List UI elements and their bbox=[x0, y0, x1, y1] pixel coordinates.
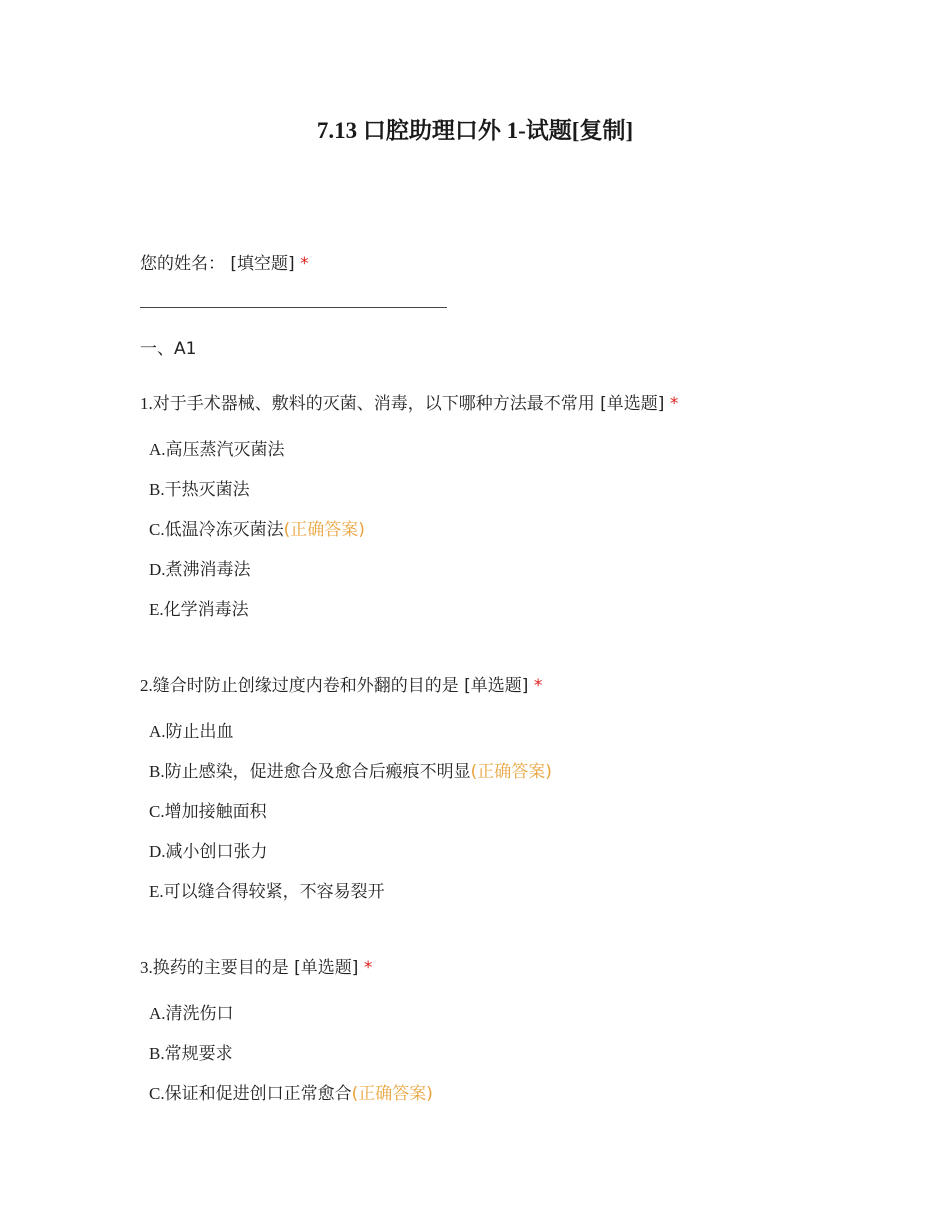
question-text: 缝合时防止创缘过度内卷和外翻的目的是 bbox=[152, 676, 459, 696]
option-letter: C. bbox=[149, 802, 165, 821]
option-letter: C. bbox=[149, 520, 165, 539]
option-letter: B. bbox=[149, 762, 165, 781]
required-mark: * bbox=[533, 676, 543, 696]
name-answer-blank[interactable] bbox=[140, 307, 447, 308]
correct-answer-tag: (正确答案) bbox=[351, 1084, 433, 1104]
option-c[interactable] bbox=[149, 519, 365, 559]
option-letter: B. bbox=[149, 1044, 165, 1063]
option-e[interactable] bbox=[149, 599, 365, 639]
option-text: 煮沸消毒法 bbox=[165, 560, 251, 580]
question-1 bbox=[140, 393, 678, 415]
option-text: 低温冷冻灭菌法 bbox=[164, 520, 284, 540]
name-question bbox=[140, 253, 309, 275]
option-letter: B. bbox=[149, 480, 165, 499]
option-text: 可以缝合得较紧，不容易裂开 bbox=[163, 882, 385, 902]
option-d[interactable] bbox=[149, 559, 365, 599]
question-type-tag: [单选题] bbox=[464, 676, 529, 696]
question-number: 1. bbox=[140, 394, 153, 413]
option-d[interactable] bbox=[149, 841, 552, 881]
option-text: 保证和促进创口正常愈合 bbox=[164, 1084, 352, 1104]
option-text: 清洗伤口 bbox=[165, 1004, 234, 1024]
page-title: 7.13 口腔助理口外 1-试题[复制] bbox=[316, 118, 634, 143]
question-text: 对于手术器械、敷料的灭菌、消毒，以下哪种方法最不常用 bbox=[152, 394, 595, 414]
correct-answer-tag: (正确答案) bbox=[470, 762, 552, 782]
question-text: 换药的主要目的是 bbox=[152, 958, 289, 978]
option-b[interactable] bbox=[149, 761, 552, 801]
question-type-tag: [单选题] bbox=[294, 958, 359, 978]
section-heading: 一、A1 bbox=[140, 339, 197, 359]
option-text: 防止出血 bbox=[165, 722, 234, 742]
question-number: 3. bbox=[140, 958, 153, 977]
option-b[interactable] bbox=[149, 479, 365, 519]
question-type-tag: [单选题] bbox=[600, 394, 665, 414]
option-a[interactable] bbox=[149, 721, 552, 761]
option-text: 干热灭菌法 bbox=[164, 480, 250, 500]
option-text: 减小创口张力 bbox=[165, 842, 268, 862]
option-text: 防止感染，促进愈合及愈合后瘢痕不明显 bbox=[164, 762, 471, 782]
required-mark: * bbox=[669, 394, 679, 414]
option-c[interactable] bbox=[149, 801, 552, 841]
question-2-options bbox=[149, 721, 552, 921]
question-type-tag: [填空题] bbox=[230, 254, 295, 274]
option-a[interactable] bbox=[149, 439, 365, 479]
option-a[interactable] bbox=[149, 1003, 433, 1043]
question-3 bbox=[140, 957, 372, 979]
option-text: 高压蒸汽灭菌法 bbox=[165, 440, 285, 460]
option-letter: D. bbox=[149, 842, 166, 861]
option-e[interactable] bbox=[149, 881, 552, 921]
option-text: 常规要求 bbox=[164, 1044, 233, 1064]
option-letter: A. bbox=[149, 722, 166, 741]
correct-answer-tag: (正确答案) bbox=[283, 520, 365, 540]
option-b[interactable] bbox=[149, 1043, 433, 1083]
question-1-options bbox=[149, 439, 365, 639]
option-letter: E. bbox=[149, 882, 164, 901]
option-text: 化学消毒法 bbox=[163, 600, 249, 620]
question-2 bbox=[140, 675, 542, 697]
option-c[interactable] bbox=[149, 1083, 433, 1123]
option-letter: E. bbox=[149, 600, 164, 619]
name-question-label: 您的姓名： bbox=[140, 254, 225, 274]
required-mark: * bbox=[363, 958, 373, 978]
question-3-options bbox=[149, 1003, 433, 1123]
option-letter: C. bbox=[149, 1084, 165, 1103]
option-text: 增加接触面积 bbox=[164, 802, 267, 822]
option-letter: D. bbox=[149, 560, 166, 579]
option-letter: A. bbox=[149, 1004, 166, 1023]
question-number: 2. bbox=[140, 676, 153, 695]
required-mark: * bbox=[300, 254, 309, 274]
option-letter: A. bbox=[149, 440, 166, 459]
